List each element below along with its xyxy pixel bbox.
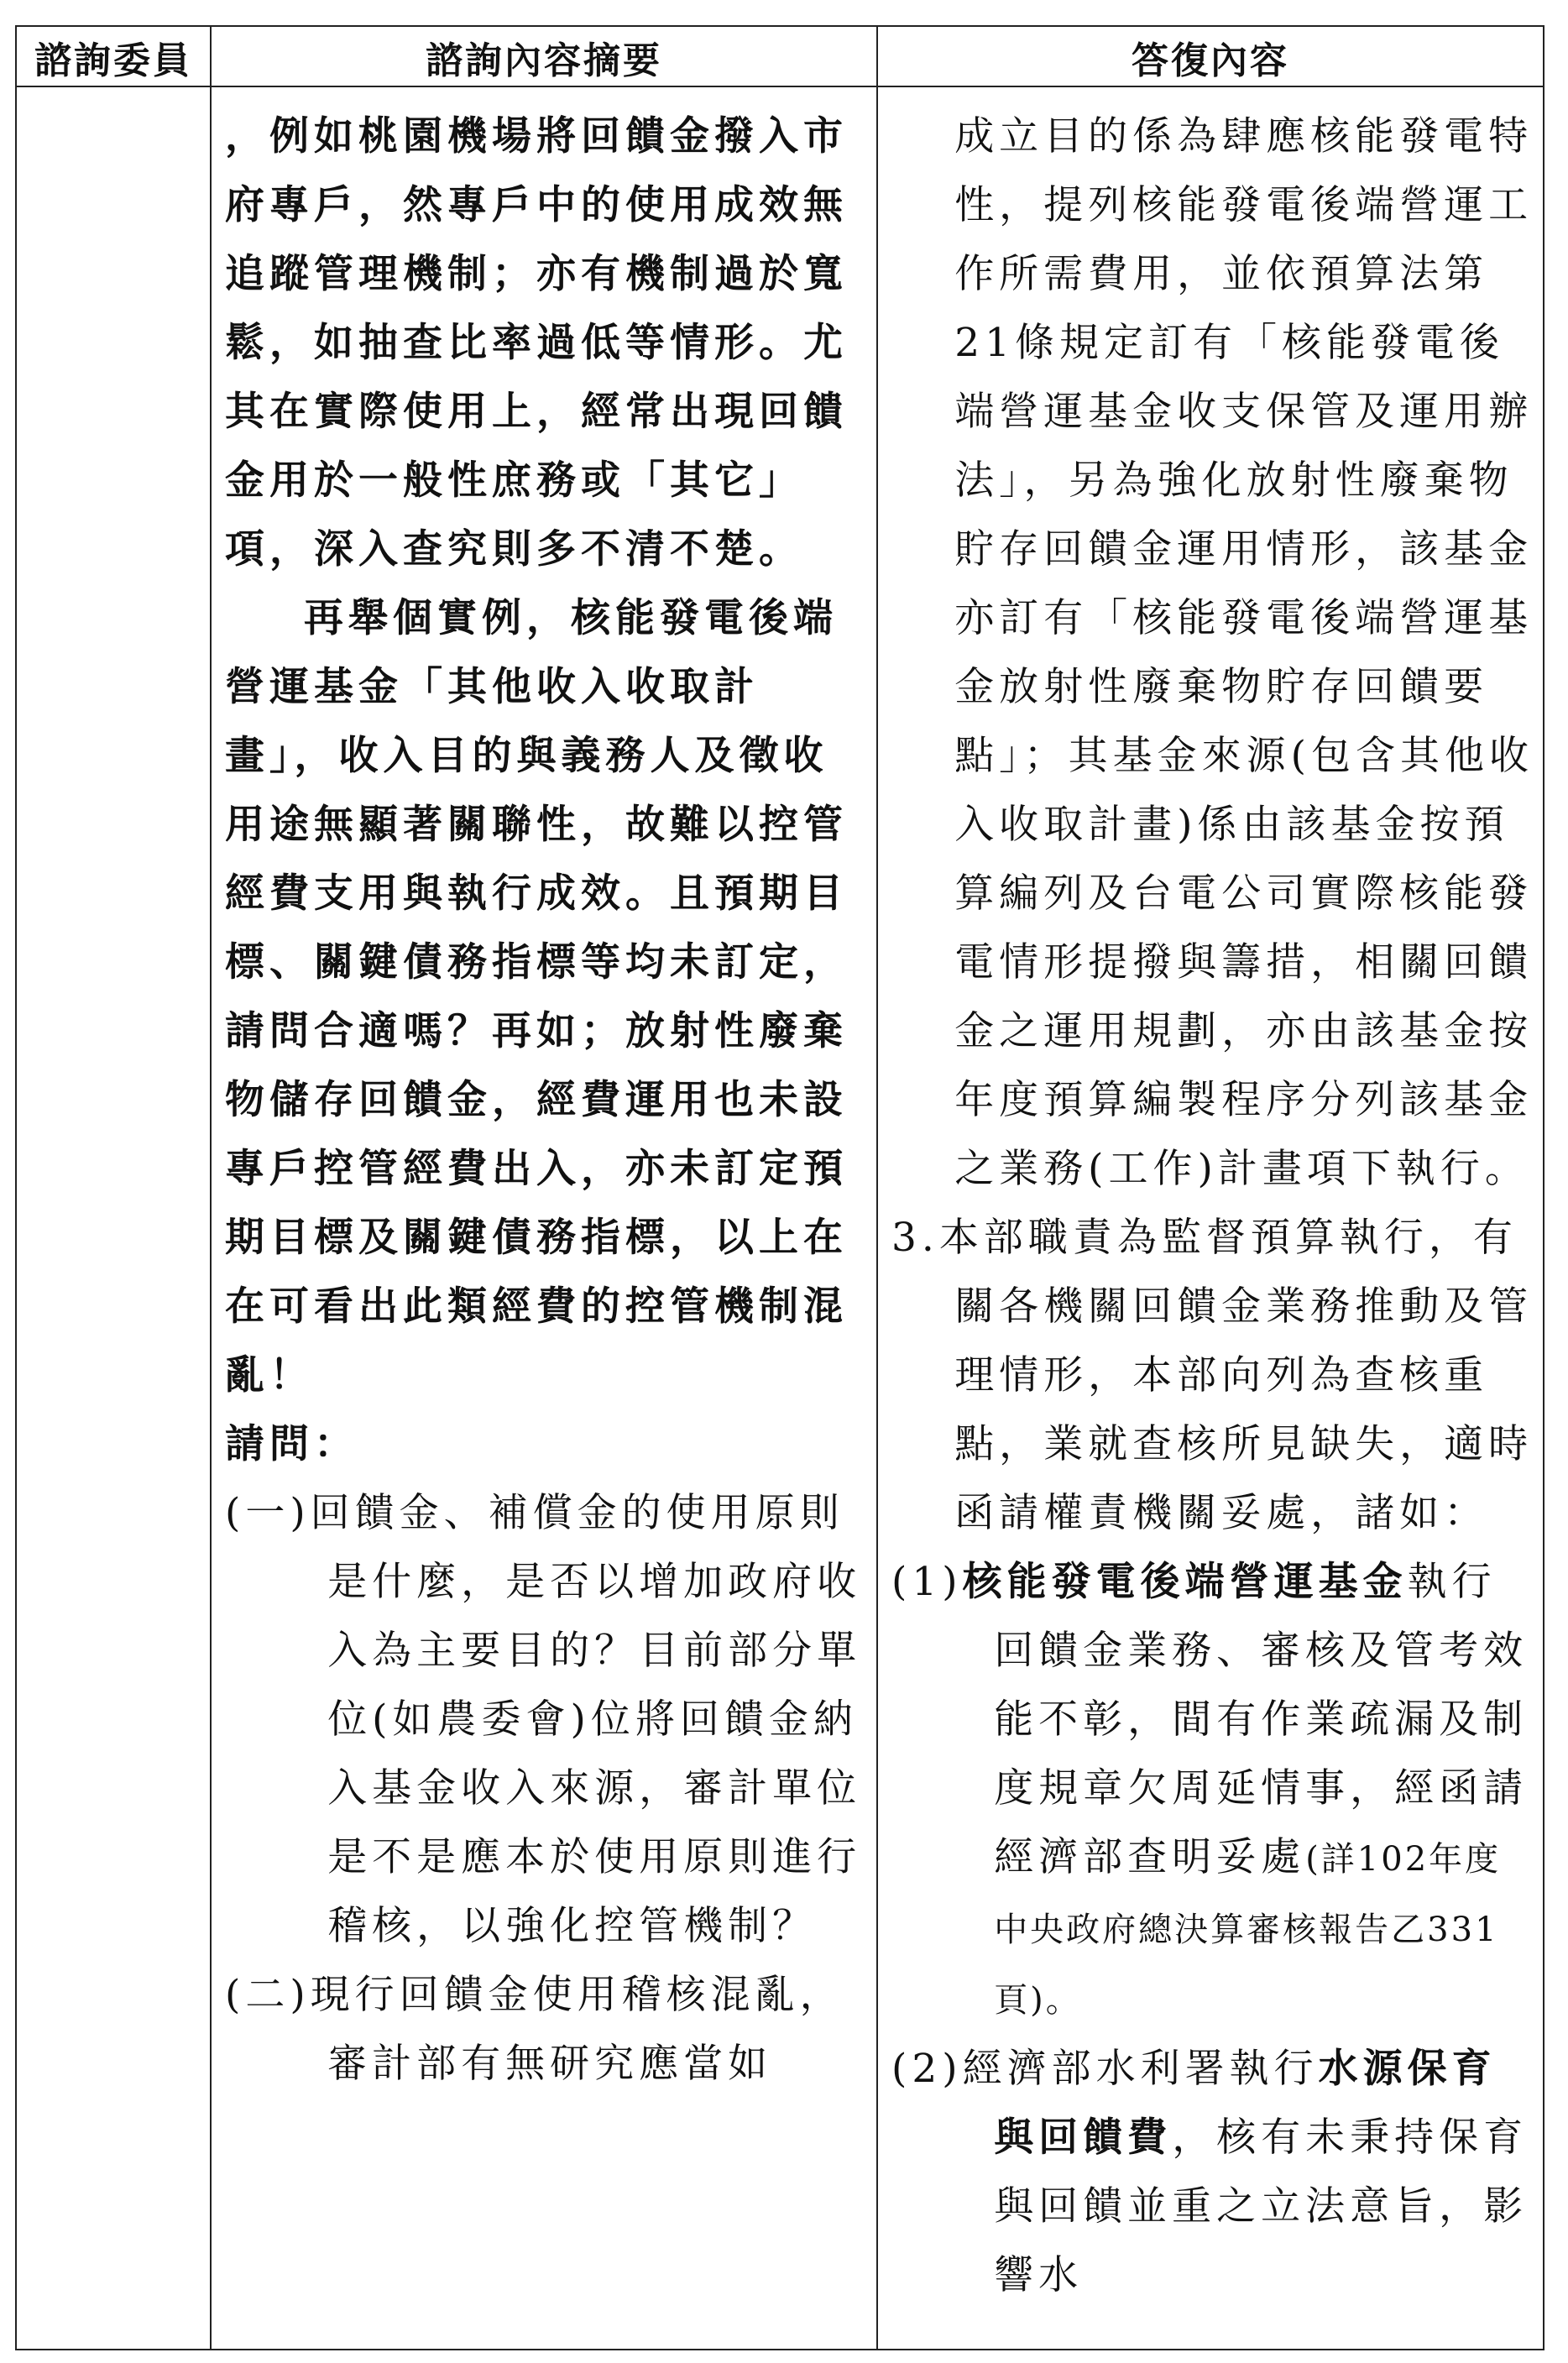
reply-item-1-text: 執行回饋金業務、審核及管考效能不彰，間有作業疏漏及制度規章欠周延情事，經函請經濟部查明妥處 bbox=[994, 1559, 1529, 1880]
reply-item-2-prefix: (2)經濟部水利署執行 bbox=[891, 2046, 1319, 2092]
header-member: 諮詢委員 bbox=[16, 26, 211, 86]
reply-item-2 bbox=[891, 2035, 1534, 2310]
reply-item-1-reference: (詳102年度中央政府總決算審核報告乙331頁)。 bbox=[994, 1840, 1502, 2020]
qa-table bbox=[15, 25, 1544, 2350]
reply-paragraph-1: 成立目的係為肆應核能發電特性，提列核能發電後端營運工作所需費用，並依預算法第21條規定訂有「核能發電後端營運基金收支保管及運用辦法」，另為強化放射性廢棄物貯存回饋金運用情形，該基金亦訂有「核能發電後端營運基金放射性廢棄物貯存回饋要點」；其基金來源(包含其他收入收取計畫)係由該基金按預算編列及台電公司實際核能發電情形提撥與籌措，相關回饋金之運用規劃，亦由該基金按年度預算編製程序分列該基金之業務(工作)計畫項下執行。 bbox=[954, 113, 1534, 1192]
reply-cell bbox=[877, 86, 1544, 2350]
summary-question-1: (一)回饋金、補償金的使用原則是什麼，是否以增加政府收入為主要目的？目前部分單位(如農委會)位將回饋金納入基金收入來源，審計單位是不是應本於使用原則進行稽核，以強化控管機制？ bbox=[225, 1490, 862, 1949]
header-summary: 諮詢內容摘要 bbox=[211, 26, 877, 86]
summary-paragraph-1: ，例如桃園機場將回饋金撥入市府專戶，然專戶中的使用成效無追蹤管理機制；亦有機制過於寬鬆，如抽查比率過低等情形。尤其在實際使用上，經常出現回饋金用於一般性庶務或「其它」項，深入查究則多不清不楚。 bbox=[225, 113, 848, 572]
summary-question-2: (二)現行回饋金使用稽核混亂，審計部有無研究應當如 bbox=[225, 1972, 844, 2087]
reply-item-2-text: ，核有未秉持保育與回饋並重之立法意旨，影響水 bbox=[994, 2115, 1529, 2298]
reply-item-2-emphasis: 水源保育與回饋費 bbox=[994, 2046, 1497, 2161]
header-reply: 答復內容 bbox=[877, 26, 1544, 86]
member-name bbox=[17, 87, 210, 102]
reply-paragraph-2: 3.本部職責為監督預算執行，有關各機關回饋金業務推動及管理情形，本部向列為查核重點，業就查核所見缺失，適時函請權責機關妥處，諸如： bbox=[891, 1215, 1534, 1536]
reply-item-1 bbox=[891, 1548, 1534, 2035]
summary-question-intro: 請問： bbox=[225, 1421, 358, 1467]
summary-cell bbox=[211, 86, 877, 2350]
summary-paragraph-2: 再舉個實例，核能發電後端營運基金「其他收入收取計畫」，收入目的與義務人及徵收用途無顯著關聯性，故難以控管經費支用與執行成效。且預期目標、關鍵債務指標等均未訂定，請問合適嗎？再如；放射性廢棄物儲存回饋金，經費運用也未設專戶控管經費出入，亦未訂定預期目標及關鍵債務指標，以上在在可看出此類經費的控管機制混亂！ bbox=[225, 595, 848, 1398]
table-header-row bbox=[16, 26, 1544, 86]
member-cell bbox=[16, 86, 211, 2350]
reply-item-1-emphasis: 核能發電後端營運基金 bbox=[962, 1559, 1408, 1605]
reply-item-1-prefix: (1) bbox=[891, 1559, 963, 1605]
table-row bbox=[16, 86, 1544, 2350]
